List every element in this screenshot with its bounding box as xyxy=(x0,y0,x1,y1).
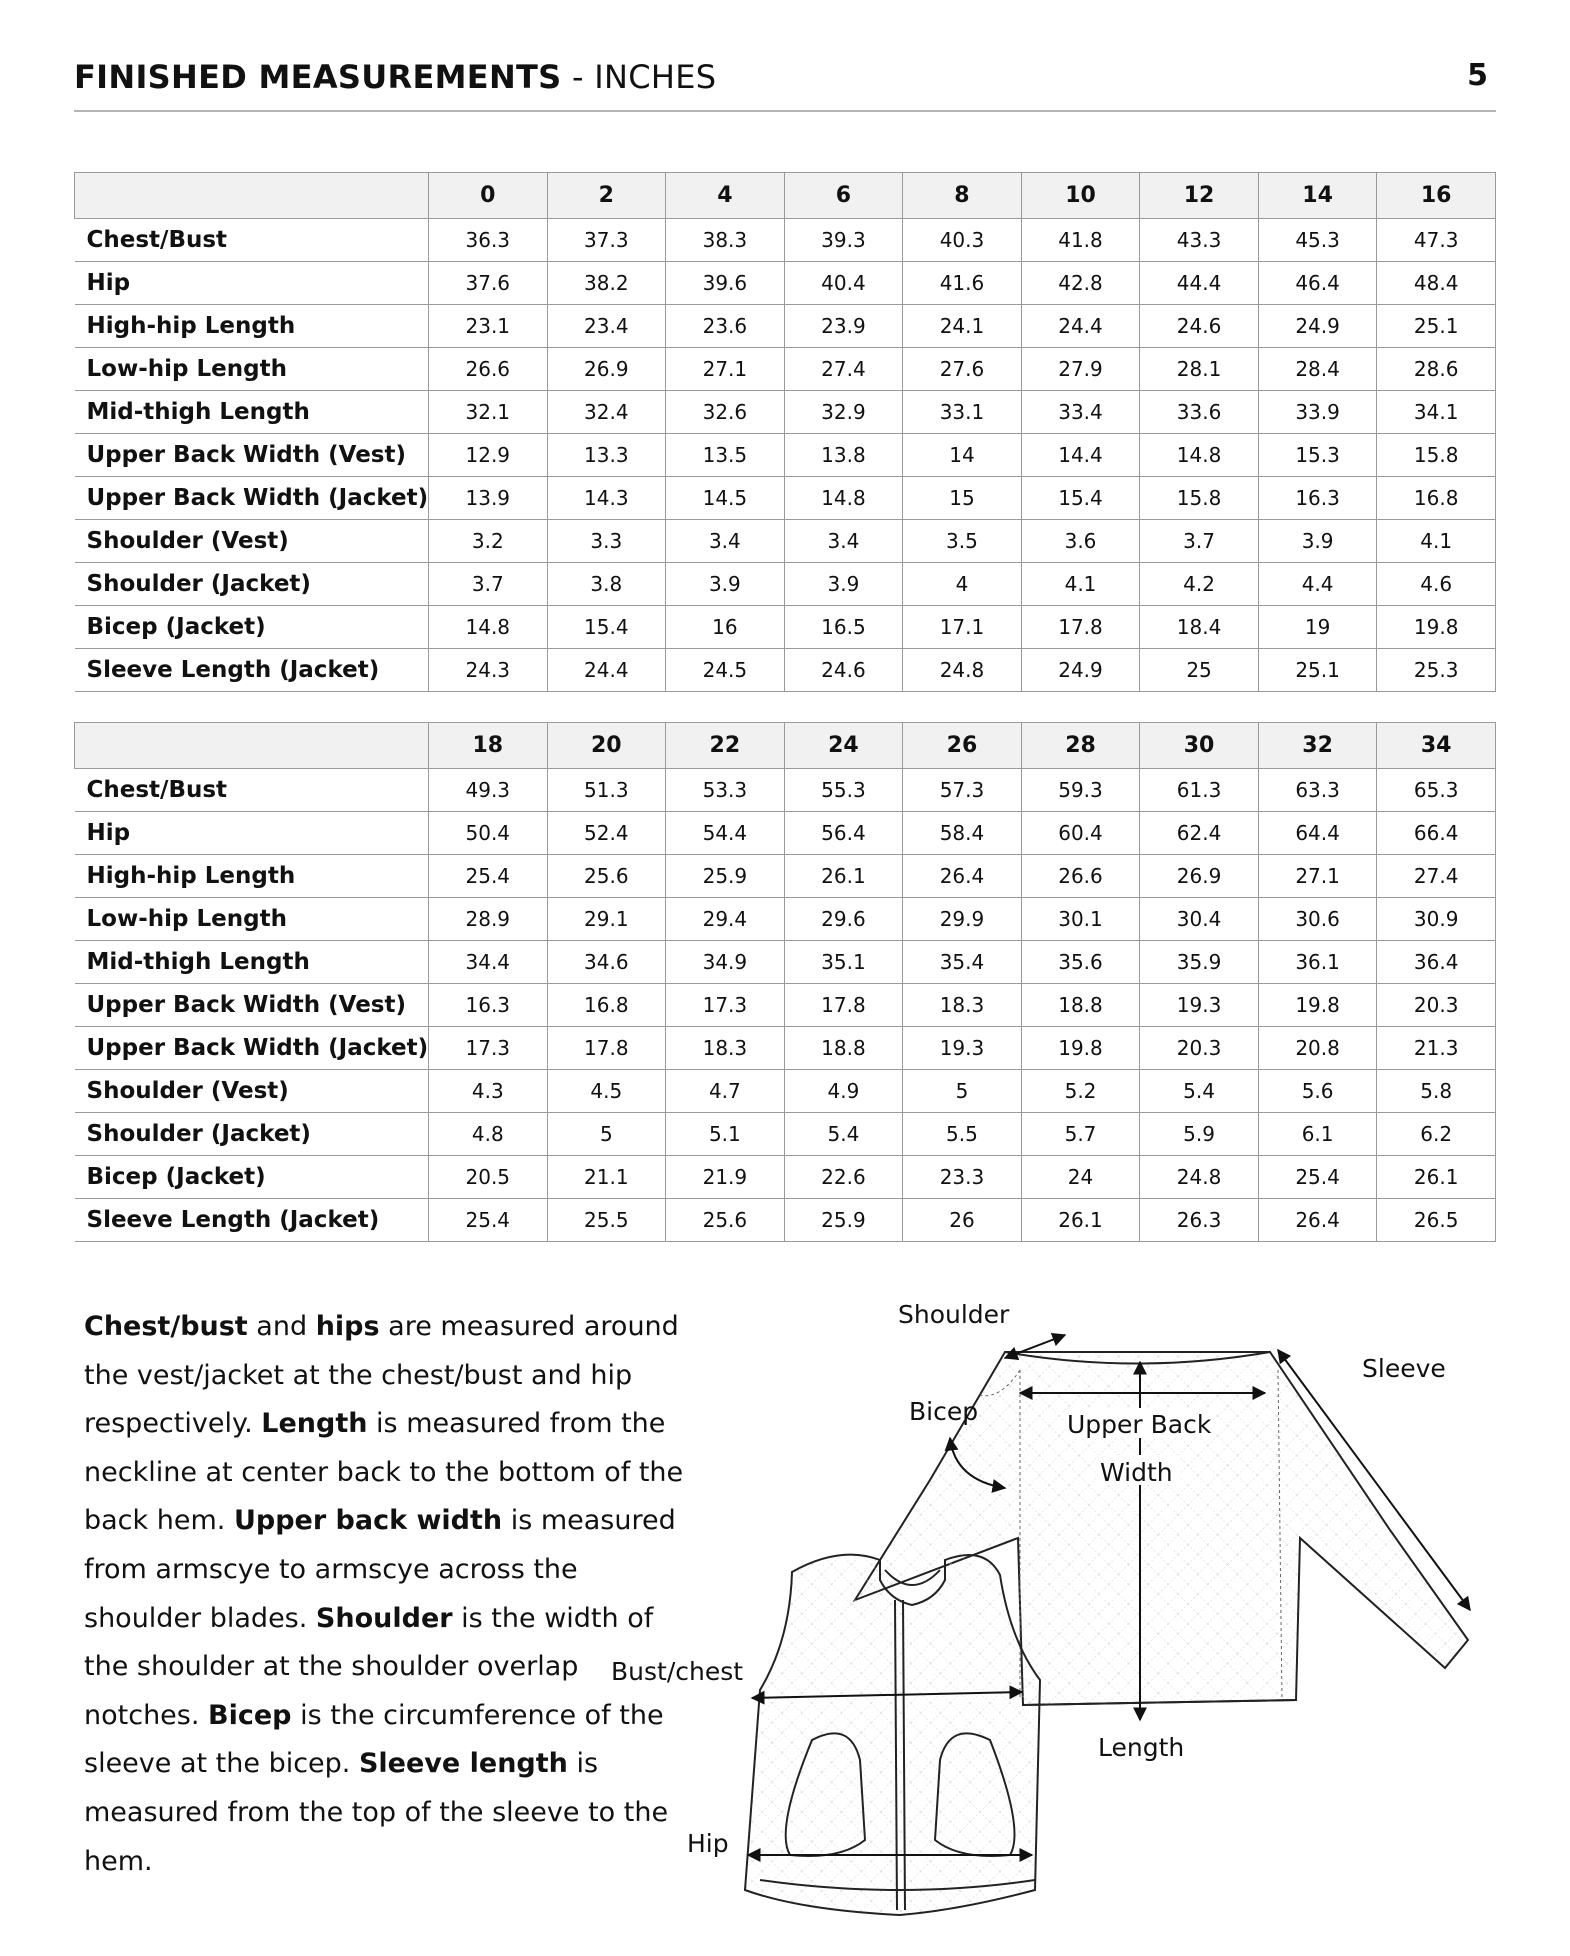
measurement-value: 3.6 xyxy=(1021,520,1140,563)
measurement-value: 20.5 xyxy=(429,1156,548,1199)
measurement-label: Sleeve Length (Jacket) xyxy=(75,649,429,692)
measurement-value: 32.1 xyxy=(429,391,548,434)
measurement-value: 13.5 xyxy=(666,434,785,477)
measurement-value: 37.6 xyxy=(429,262,548,305)
measurement-value: 45.3 xyxy=(1258,219,1377,262)
measurement-label: Shoulder (Jacket) xyxy=(75,563,429,606)
measurement-value: 19 xyxy=(1258,606,1377,649)
measurement-value: 29.1 xyxy=(547,898,666,941)
size-header: 12 xyxy=(1140,173,1259,219)
measurement-value: 46.4 xyxy=(1258,262,1377,305)
measurement-value: 16.3 xyxy=(429,984,548,1027)
measurement-value: 34.6 xyxy=(547,941,666,984)
measurement-value: 4 xyxy=(903,563,1022,606)
description-text: is measured from the top of the sleeve to the hem. xyxy=(84,1748,669,1877)
measurement-label: Low-hip Length xyxy=(75,898,429,941)
measurement-value: 29.9 xyxy=(903,898,1022,941)
measurement-value: 5 xyxy=(547,1113,666,1156)
measurements-table-sizes-18-34 xyxy=(74,722,1496,1242)
measurement-value: 23.4 xyxy=(547,305,666,348)
measurement-value: 26.5 xyxy=(1377,1199,1496,1242)
measurement-value: 5.4 xyxy=(1140,1070,1259,1113)
measurement-value: 19.3 xyxy=(903,1027,1022,1070)
measurement-value: 20.3 xyxy=(1377,984,1496,1027)
measurement-value: 3.4 xyxy=(784,520,903,563)
size-header: 34 xyxy=(1377,723,1496,769)
measurement-value: 24.8 xyxy=(903,649,1022,692)
measurement-value: 43.3 xyxy=(1140,219,1259,262)
measurement-value: 14.5 xyxy=(666,477,785,520)
measurement-value: 17.3 xyxy=(666,984,785,1027)
measurement-value: 24.9 xyxy=(1021,649,1140,692)
measurement-label: Mid-thigh Length xyxy=(75,941,429,984)
measurement-value: 4.3 xyxy=(429,1070,548,1113)
measurement-value: 4.6 xyxy=(1377,563,1496,606)
measurement-value: 5.6 xyxy=(1258,1070,1377,1113)
measurement-value: 5.2 xyxy=(1021,1070,1140,1113)
measurement-value: 13.3 xyxy=(547,434,666,477)
measurement-row xyxy=(75,984,1496,1027)
size-header: 4 xyxy=(666,173,785,219)
measurement-value: 15.4 xyxy=(547,606,666,649)
measurement-value: 37.3 xyxy=(547,219,666,262)
upper-back-label-line2: Width xyxy=(1100,1458,1173,1487)
measurement-value: 29.4 xyxy=(666,898,785,941)
measurement-value: 35.9 xyxy=(1140,941,1259,984)
measurement-value: 6.2 xyxy=(1377,1113,1496,1156)
measurement-value: 17.8 xyxy=(784,984,903,1027)
measurement-value: 58.4 xyxy=(903,812,1022,855)
measurement-value: 19.8 xyxy=(1258,984,1377,1027)
measurement-value: 33.6 xyxy=(1140,391,1259,434)
size-header: 2 xyxy=(547,173,666,219)
measurement-value: 24.1 xyxy=(903,305,1022,348)
description-term: Bicep xyxy=(208,1699,292,1731)
measurement-value: 15.4 xyxy=(1021,477,1140,520)
measurement-value: 38.2 xyxy=(547,262,666,305)
measurement-value: 27.1 xyxy=(666,348,785,391)
measurement-value: 49.3 xyxy=(429,769,548,812)
measurement-value: 32.4 xyxy=(547,391,666,434)
measurement-value: 25.1 xyxy=(1377,305,1496,348)
size-header: 8 xyxy=(903,173,1022,219)
vest-illustration xyxy=(745,1555,1040,1915)
measurement-value: 36.1 xyxy=(1258,941,1377,984)
measurement-value: 36.3 xyxy=(429,219,548,262)
measurement-value: 39.6 xyxy=(666,262,785,305)
measurement-value: 27.4 xyxy=(1377,855,1496,898)
measurement-label: Shoulder (Vest) xyxy=(75,520,429,563)
measurement-value: 22.6 xyxy=(784,1156,903,1199)
measurement-row xyxy=(75,477,1496,520)
measurement-value: 13.9 xyxy=(429,477,548,520)
measurement-value: 5.5 xyxy=(903,1113,1022,1156)
measurement-value: 5.1 xyxy=(666,1113,785,1156)
measurement-row xyxy=(75,219,1496,262)
measurement-value: 26.9 xyxy=(1140,855,1259,898)
measurement-value: 62.4 xyxy=(1140,812,1259,855)
measurement-value: 3.9 xyxy=(784,563,903,606)
measurement-row xyxy=(75,606,1496,649)
size-header: 22 xyxy=(666,723,785,769)
measurement-value: 40.4 xyxy=(784,262,903,305)
measurement-value: 26.4 xyxy=(903,855,1022,898)
measurement-value: 3.3 xyxy=(547,520,666,563)
measurement-value: 18.8 xyxy=(784,1027,903,1070)
measurement-value: 26.9 xyxy=(547,348,666,391)
measurement-value: 5.7 xyxy=(1021,1113,1140,1156)
measurement-value: 23.6 xyxy=(666,305,785,348)
measurement-value: 26.6 xyxy=(429,348,548,391)
measurement-value: 33.1 xyxy=(903,391,1022,434)
measurement-label: Upper Back Width (Vest) xyxy=(75,434,429,477)
measurement-description xyxy=(84,1303,684,1886)
measurement-value: 25.4 xyxy=(1258,1156,1377,1199)
measurement-value: 36.4 xyxy=(1377,941,1496,984)
measurement-label: Upper Back Width (Jacket) xyxy=(75,1027,429,1070)
measurement-value: 23.1 xyxy=(429,305,548,348)
measurement-label: High-hip Length xyxy=(75,305,429,348)
size-header-row xyxy=(75,723,1496,769)
measurement-row xyxy=(75,649,1496,692)
measurement-value: 26.1 xyxy=(1377,1156,1496,1199)
measurement-value: 26.1 xyxy=(1021,1199,1140,1242)
measurement-value: 27.1 xyxy=(1258,855,1377,898)
measurement-value: 24.8 xyxy=(1140,1156,1259,1199)
measurement-value: 14 xyxy=(903,434,1022,477)
measurement-row xyxy=(75,262,1496,305)
measurement-value: 34.9 xyxy=(666,941,785,984)
measurement-label: Hip xyxy=(75,262,429,305)
measurement-row xyxy=(75,1070,1496,1113)
measurement-value: 33.9 xyxy=(1258,391,1377,434)
measurement-value: 40.3 xyxy=(903,219,1022,262)
measurement-value: 19.3 xyxy=(1140,984,1259,1027)
measurement-value: 41.6 xyxy=(903,262,1022,305)
measurement-row xyxy=(75,855,1496,898)
measurement-value: 48.4 xyxy=(1377,262,1496,305)
measurement-row xyxy=(75,1156,1496,1199)
measurement-row xyxy=(75,941,1496,984)
shoulder-label: Shoulder xyxy=(898,1300,1010,1329)
measurement-value: 27.4 xyxy=(784,348,903,391)
measurement-value: 59.3 xyxy=(1021,769,1140,812)
description-term: Length xyxy=(261,1408,368,1440)
measurement-value: 14.8 xyxy=(1140,434,1259,477)
measurement-value: 25.4 xyxy=(429,855,548,898)
page-number: 5 xyxy=(1467,58,1488,93)
header-blank-cell xyxy=(75,173,429,219)
measurement-value: 24.5 xyxy=(666,649,785,692)
measurement-row xyxy=(75,1199,1496,1242)
measurement-value: 4.4 xyxy=(1258,563,1377,606)
measurement-value: 15 xyxy=(903,477,1022,520)
measurement-value: 19.8 xyxy=(1377,606,1496,649)
measurement-value: 25.1 xyxy=(1258,649,1377,692)
measurement-value: 17.8 xyxy=(547,1027,666,1070)
measurement-value: 18.4 xyxy=(1140,606,1259,649)
measurement-value: 18.8 xyxy=(1021,984,1140,1027)
measurement-value: 3.9 xyxy=(666,563,785,606)
measurement-value: 23.9 xyxy=(784,305,903,348)
measurement-value: 32.9 xyxy=(784,391,903,434)
measurements-table-sizes-0-16 xyxy=(74,172,1496,692)
measurement-value: 18.3 xyxy=(903,984,1022,1027)
measurement-value: 39.3 xyxy=(784,219,903,262)
measurement-value: 16 xyxy=(666,606,785,649)
measurement-value: 15.8 xyxy=(1140,477,1259,520)
measurement-label: High-hip Length xyxy=(75,855,429,898)
size-header: 16 xyxy=(1377,173,1496,219)
measurement-value: 30.1 xyxy=(1021,898,1140,941)
measurement-value: 57.3 xyxy=(903,769,1022,812)
measurement-row xyxy=(75,812,1496,855)
measurement-value: 27.6 xyxy=(903,348,1022,391)
measurement-value: 21.9 xyxy=(666,1156,785,1199)
measurement-value: 25 xyxy=(1140,649,1259,692)
measurement-row xyxy=(75,348,1496,391)
description-text: is the circumference of the sleeve at the bicep. xyxy=(84,1699,664,1780)
measurement-value: 32.6 xyxy=(666,391,785,434)
measurement-value: 54.4 xyxy=(666,812,785,855)
measurement-value: 16.8 xyxy=(1377,477,1496,520)
measurement-value: 52.4 xyxy=(547,812,666,855)
measurement-value: 16.3 xyxy=(1258,477,1377,520)
measurement-value: 18.3 xyxy=(666,1027,785,1070)
measurement-value: 20.3 xyxy=(1140,1027,1259,1070)
measurement-value: 23.3 xyxy=(903,1156,1022,1199)
measurement-value: 25.6 xyxy=(666,1199,785,1242)
measurement-value: 25.6 xyxy=(547,855,666,898)
measurement-value: 5.4 xyxy=(784,1113,903,1156)
measurement-value: 53.3 xyxy=(666,769,785,812)
measurement-value: 47.3 xyxy=(1377,219,1496,262)
measurement-value: 24 xyxy=(1021,1156,1140,1199)
description-text: are measured around the vest/jacket at the chest/bust and hip respectively. xyxy=(84,1311,679,1440)
size-header: 10 xyxy=(1021,173,1140,219)
measurement-value: 4.9 xyxy=(784,1070,903,1113)
measurement-value: 25.3 xyxy=(1377,649,1496,692)
measurement-value: 3.7 xyxy=(1140,520,1259,563)
description-text: is the width of the shoulder at the shoulder overlap notches. xyxy=(84,1602,654,1731)
measurement-value: 17.3 xyxy=(429,1027,548,1070)
measurement-value: 24.6 xyxy=(784,649,903,692)
measurement-value: 38.3 xyxy=(666,219,785,262)
measurement-value: 15.3 xyxy=(1258,434,1377,477)
measurement-value: 14.3 xyxy=(547,477,666,520)
measurement-value: 14.4 xyxy=(1021,434,1140,477)
measurement-row xyxy=(75,563,1496,606)
measurement-value: 5.9 xyxy=(1140,1113,1259,1156)
measurement-value: 4.1 xyxy=(1021,563,1140,606)
size-header: 30 xyxy=(1140,723,1259,769)
measurement-value: 4.5 xyxy=(547,1070,666,1113)
measurement-value: 21.3 xyxy=(1377,1027,1496,1070)
measurement-value: 26.1 xyxy=(784,855,903,898)
description-text: is measured from the neckline at center back to the bottom of the back hem. xyxy=(84,1408,684,1537)
page-header xyxy=(74,56,1496,112)
size-header: 24 xyxy=(784,723,903,769)
measurement-value: 44.4 xyxy=(1140,262,1259,305)
measurement-value: 5.8 xyxy=(1377,1070,1496,1113)
measurement-value: 30.6 xyxy=(1258,898,1377,941)
measurement-value: 35.6 xyxy=(1021,941,1140,984)
page-title-units: - INCHES xyxy=(561,58,717,96)
measurement-row xyxy=(75,391,1496,434)
size-header: 32 xyxy=(1258,723,1377,769)
measurement-row xyxy=(75,769,1496,812)
measurement-value: 17.8 xyxy=(1021,606,1140,649)
measurement-value: 28.9 xyxy=(429,898,548,941)
measurement-value: 56.4 xyxy=(784,812,903,855)
measurement-value: 4.7 xyxy=(666,1070,785,1113)
measurement-label: Upper Back Width (Vest) xyxy=(75,984,429,1027)
measurement-value: 26 xyxy=(903,1199,1022,1242)
measurement-label: Chest/Bust xyxy=(75,219,429,262)
description-term: Shoulder xyxy=(315,1602,453,1634)
measurement-value: 64.4 xyxy=(1258,812,1377,855)
measurement-value: 34.4 xyxy=(429,941,548,984)
measurement-value: 33.4 xyxy=(1021,391,1140,434)
measurement-value: 16.8 xyxy=(547,984,666,1027)
measurement-value: 26.6 xyxy=(1021,855,1140,898)
measurement-value: 14.8 xyxy=(784,477,903,520)
measurement-row xyxy=(75,1113,1496,1156)
hip-label: Hip xyxy=(687,1829,729,1858)
measurement-value: 28.6 xyxy=(1377,348,1496,391)
measurement-value: 12.9 xyxy=(429,434,548,477)
length-label: Length xyxy=(1098,1733,1185,1762)
measurement-value: 6.1 xyxy=(1258,1113,1377,1156)
measurement-label: Shoulder (Jacket) xyxy=(75,1113,429,1156)
description-text: and xyxy=(247,1311,316,1342)
measurement-row xyxy=(75,520,1496,563)
measurement-value: 42.8 xyxy=(1021,262,1140,305)
description-term: Sleeve length xyxy=(358,1748,568,1780)
measurement-label: Sleeve Length (Jacket) xyxy=(75,1199,429,1242)
size-header: 20 xyxy=(547,723,666,769)
measurement-label: Hip xyxy=(75,812,429,855)
measurement-label: Low-hip Length xyxy=(75,348,429,391)
measurement-value: 13.8 xyxy=(784,434,903,477)
measurement-value: 24.4 xyxy=(547,649,666,692)
measurement-value: 50.4 xyxy=(429,812,548,855)
measurement-value: 28.4 xyxy=(1258,348,1377,391)
measurement-value: 20.8 xyxy=(1258,1027,1377,1070)
description-term: Chest/bust xyxy=(84,1311,248,1342)
header-blank-cell xyxy=(75,723,429,769)
size-header: 26 xyxy=(903,723,1022,769)
measurement-value: 66.4 xyxy=(1377,812,1496,855)
measurement-value: 51.3 xyxy=(547,769,666,812)
measurement-row xyxy=(75,305,1496,348)
measurement-value: 4.8 xyxy=(429,1113,548,1156)
bust-label: Bust/chest xyxy=(611,1657,744,1686)
measurement-row xyxy=(75,434,1496,477)
measurement-value: 61.3 xyxy=(1140,769,1259,812)
measurement-value: 35.4 xyxy=(903,941,1022,984)
measurement-value: 3.4 xyxy=(666,520,785,563)
description-term: Upper back width xyxy=(233,1505,503,1537)
upper-back-label-line1: Upper Back xyxy=(1067,1410,1212,1439)
measurement-row xyxy=(75,898,1496,941)
measurement-value: 25.9 xyxy=(666,855,785,898)
measurement-value: 41.8 xyxy=(1021,219,1140,262)
size-header: 18 xyxy=(429,723,548,769)
measurement-value: 3.9 xyxy=(1258,520,1377,563)
measurement-label: Shoulder (Vest) xyxy=(75,1070,429,1113)
measurement-value: 14.8 xyxy=(429,606,548,649)
measurement-value: 25.4 xyxy=(429,1199,548,1242)
measurement-value: 24.4 xyxy=(1021,305,1140,348)
measurement-value: 25.9 xyxy=(784,1199,903,1242)
measurement-value: 19.8 xyxy=(1021,1027,1140,1070)
measurement-value: 55.3 xyxy=(784,769,903,812)
bicep-label: Bicep xyxy=(909,1397,979,1426)
measurement-value: 29.6 xyxy=(784,898,903,941)
measurement-value: 4.1 xyxy=(1377,520,1496,563)
size-header: 28 xyxy=(1021,723,1140,769)
measurement-label: Mid-thigh Length xyxy=(75,391,429,434)
measurement-value: 3.5 xyxy=(903,520,1022,563)
measurement-value: 3.7 xyxy=(429,563,548,606)
measurement-value: 30.9 xyxy=(1377,898,1496,941)
size-header: 14 xyxy=(1258,173,1377,219)
measurement-label: Chest/Bust xyxy=(75,769,429,812)
measurement-value: 24.9 xyxy=(1258,305,1377,348)
measurement-value: 28.1 xyxy=(1140,348,1259,391)
page-title xyxy=(74,58,716,96)
measurement-value: 17.1 xyxy=(903,606,1022,649)
measurement-value: 26.3 xyxy=(1140,1199,1259,1242)
measurement-value: 63.3 xyxy=(1258,769,1377,812)
description-term: hips xyxy=(315,1311,380,1342)
measurement-value: 16.5 xyxy=(784,606,903,649)
measurement-label: Upper Back Width (Jacket) xyxy=(75,477,429,520)
measurement-label: Bicep (Jacket) xyxy=(75,1156,429,1199)
size-header: 0 xyxy=(429,173,548,219)
measurement-value: 3.8 xyxy=(547,563,666,606)
measurement-value: 60.4 xyxy=(1021,812,1140,855)
measurement-value: 65.3 xyxy=(1377,769,1496,812)
measurement-value: 4.2 xyxy=(1140,563,1259,606)
measurement-value: 27.9 xyxy=(1021,348,1140,391)
measurement-value: 15.8 xyxy=(1377,434,1496,477)
measurement-value: 35.1 xyxy=(784,941,903,984)
measurement-value: 3.2 xyxy=(429,520,548,563)
size-header-row xyxy=(75,173,1496,219)
measurement-value: 30.4 xyxy=(1140,898,1259,941)
page-title-bold: FINISHED MEASUREMENTS xyxy=(74,58,562,96)
measurement-value: 34.1 xyxy=(1377,391,1496,434)
measurement-value: 25.5 xyxy=(547,1199,666,1242)
measurement-value: 21.1 xyxy=(547,1156,666,1199)
measurement-value: 5 xyxy=(903,1070,1022,1113)
garment-diagram xyxy=(600,1290,1500,1940)
sleeve-label: Sleeve xyxy=(1362,1354,1446,1383)
description-text: is measured from armscye to armscye across the shoulder blades. xyxy=(84,1505,676,1634)
measurement-value: 26.4 xyxy=(1258,1199,1377,1242)
size-header: 6 xyxy=(784,173,903,219)
measurement-value: 24.6 xyxy=(1140,305,1259,348)
measurement-value: 24.3 xyxy=(429,649,548,692)
measurement-row xyxy=(75,1027,1496,1070)
measurement-label: Bicep (Jacket) xyxy=(75,606,429,649)
